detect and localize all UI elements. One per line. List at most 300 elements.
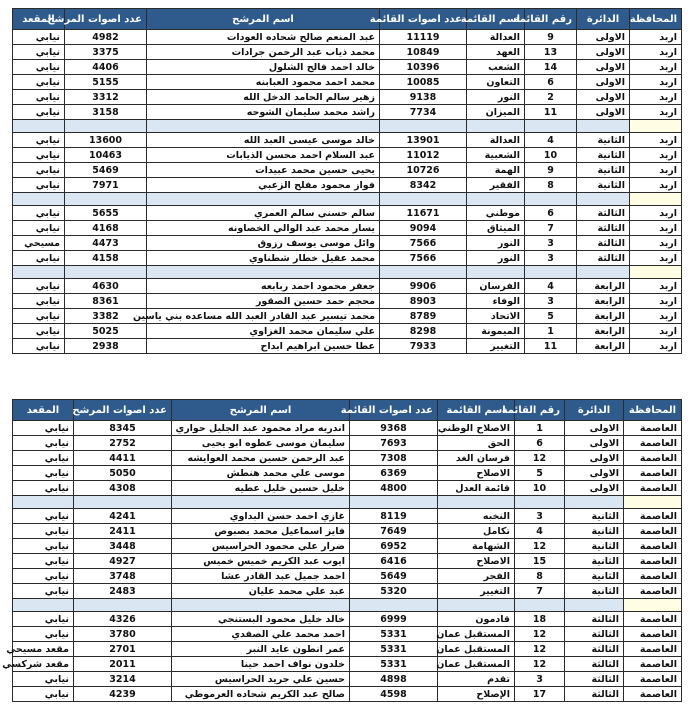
table-row: [13, 687, 682, 702]
table-row: [13, 279, 682, 294]
table-cell: 2752: [74, 436, 172, 451]
separator-cell: [13, 599, 74, 612]
table-cell: 2938: [65, 339, 147, 354]
table-cell: 14: [525, 60, 577, 75]
separator-row: [13, 599, 682, 612]
table-cell: نيابي: [13, 687, 74, 702]
separator-cell: [577, 193, 630, 206]
table-row: [13, 148, 682, 163]
table-cell: 7: [525, 221, 577, 236]
table-cell: صالح عبد الكريم شحاده العرموطي: [172, 687, 350, 702]
table-cell: اربد: [630, 90, 682, 105]
table-cell: مسيحي: [13, 236, 65, 251]
table-cell: 2411: [74, 524, 172, 539]
separator-cell: [147, 120, 380, 133]
table-cell: 6369: [350, 466, 438, 481]
table-cell: المستقبل عمان: [438, 642, 515, 657]
table-row: [13, 75, 682, 90]
table-cell: يحيى حسين محمد عبيدات: [147, 163, 380, 178]
table-cell: 3: [525, 251, 577, 266]
column-header: المقعد: [13, 400, 74, 421]
table-cell: 4982: [65, 30, 147, 45]
table-row: [13, 509, 682, 524]
table-cell: الاولى: [565, 451, 624, 466]
table-cell: 9: [525, 163, 577, 178]
table-cell: نيابي: [13, 221, 65, 236]
table-cell: 10: [515, 481, 565, 496]
table-cell: الاولى: [565, 421, 624, 436]
table-header: [13, 400, 682, 421]
table-cell: الاولى: [577, 45, 630, 60]
table-cell: اربد: [630, 309, 682, 324]
table-cell: نيابي: [13, 30, 65, 45]
table-cell: العاصمة: [624, 657, 682, 672]
table-cell: مقعد مسيحي: [13, 642, 74, 657]
table-cell: راشد محمد سليمان الشوحه: [147, 105, 380, 120]
table-cell: العدالة: [467, 133, 525, 148]
table-row: [13, 206, 682, 221]
table-cell: 5655: [65, 206, 147, 221]
table-cell: 4: [515, 524, 565, 539]
table-cell: نيابي: [13, 539, 74, 554]
separator-cell: [624, 496, 682, 509]
table-cell: زهير سالم الحامد الدخل الله: [147, 90, 380, 105]
table-cell: نيابي: [13, 133, 65, 148]
separator-cell: [515, 496, 565, 509]
table-cell: الثانية: [577, 148, 630, 163]
table-cell: نيابي: [13, 524, 74, 539]
table-cell: 7933: [380, 339, 467, 354]
separator-cell: [565, 599, 624, 612]
table-cell: 9138: [380, 90, 467, 105]
table-cell: التغيير: [438, 584, 515, 599]
table-cell: 7566: [380, 236, 467, 251]
table-row: [13, 30, 682, 45]
table-cell: اربد: [630, 75, 682, 90]
table-cell: 10: [525, 148, 577, 163]
separator-cell: [467, 266, 525, 279]
table-cell: الرابعة: [577, 339, 630, 354]
column-header: اسم القائمة: [467, 9, 525, 30]
column-header: اسم المرشح: [172, 400, 350, 421]
table-cell: النور: [467, 236, 525, 251]
separator-cell: [147, 266, 380, 279]
table-cell: 4158: [65, 251, 147, 266]
table-cell: نيابي: [13, 163, 65, 178]
table-cell: ايوب عبد الكريم خميس خميس: [172, 554, 350, 569]
table-cell: الثالثة: [565, 657, 624, 672]
table-cell: اربد: [630, 30, 682, 45]
table-cell: خليل حسين خليل عطيه: [172, 481, 350, 496]
column-header: اسم القائمة: [438, 400, 515, 421]
table-cell: محمد عقيل خطار شطناوي: [147, 251, 380, 266]
table-cell: 3375: [65, 45, 147, 60]
separator-cell: [380, 120, 467, 133]
table-cell: الاولى: [577, 105, 630, 120]
separator-cell: [13, 266, 65, 279]
table-row: [13, 324, 682, 339]
table-cell: 4308: [74, 481, 172, 496]
table-cell: 15: [515, 554, 565, 569]
column-header: المحافظة: [624, 400, 682, 421]
separator-cell: [65, 120, 147, 133]
table-cell: الشهامة: [438, 539, 515, 554]
table-cell: علي سليمان محمد الغزاوي: [147, 324, 380, 339]
table-cell: الاولى: [565, 481, 624, 496]
table-cell: الاولى: [577, 75, 630, 90]
table-cell: عطا حسين ابراهيم ابداح: [147, 339, 380, 354]
table-row: [13, 105, 682, 120]
table-cell: الرابعة: [577, 309, 630, 324]
table-cell: سليمان موسى عطوه ابو يحيى: [172, 436, 350, 451]
table-cell: 8298: [380, 324, 467, 339]
capital-results-table: [2, 399, 682, 702]
table-cell: 7734: [380, 105, 467, 120]
table-cell: 5320: [350, 584, 438, 599]
table-cell: 4473: [65, 236, 147, 251]
table-cell: 7971: [65, 178, 147, 193]
table-cell: نيابي: [13, 294, 65, 309]
table-cell: 13901: [380, 133, 467, 148]
table-cell: 6999: [350, 612, 438, 627]
table-cell: 5050: [74, 466, 172, 481]
table-cell: 4241: [74, 509, 172, 524]
table-cell: الثالثة: [565, 672, 624, 687]
table-cell: الفجر: [438, 569, 515, 584]
table-cell: 4406: [65, 60, 147, 75]
table-cell: الشعب: [467, 60, 525, 75]
table-cell: الثالثة: [577, 251, 630, 266]
table-cell: 7693: [350, 436, 438, 451]
table-cell: 10396: [380, 60, 467, 75]
table-cell: العاصمة: [624, 642, 682, 657]
table-cell: قادمون: [438, 612, 515, 627]
table-row: [13, 612, 682, 627]
table-cell: العاصمة: [624, 466, 682, 481]
table-cell: نيابي: [13, 481, 74, 496]
table-cell: 4411: [74, 451, 172, 466]
table-cell: اربد: [630, 178, 682, 193]
table-cell: اربد: [630, 279, 682, 294]
table-cell: خالد خليل محمود البستنجي: [172, 612, 350, 627]
table-cell: فايز اسماعيل محمد بصبوص: [172, 524, 350, 539]
table-cell: 3382: [65, 309, 147, 324]
table-cell: 6: [515, 436, 565, 451]
table-cell: العاصمة: [624, 436, 682, 451]
table-row: [13, 554, 682, 569]
separator-cell: [380, 193, 467, 206]
table-cell: الميثاق: [467, 221, 525, 236]
separator-cell: [380, 266, 467, 279]
table-cell: نيابي: [13, 45, 65, 60]
table-cell: محمد تيسير عبد القادر العبد الله مساعده بني ياسين: [147, 309, 380, 324]
table-cell: 10463: [65, 148, 147, 163]
table-cell: موسى علي محمد هنطش: [172, 466, 350, 481]
table-cell: 2483: [74, 584, 172, 599]
table-cell: العاصمة: [624, 509, 682, 524]
table-cell: احمد محمد علي الصفدي: [172, 627, 350, 642]
table-cell: الثانية: [565, 554, 624, 569]
table-row: [13, 672, 682, 687]
table-cell: الاولى: [577, 30, 630, 45]
separator-cell: [630, 120, 682, 133]
separator-cell: [13, 193, 65, 206]
table-cell: العدالة: [467, 30, 525, 45]
table-cell: قائمة العدل: [438, 481, 515, 496]
table-cell: خالد احمد فالح الشلول: [147, 60, 380, 75]
table-cell: الفقير: [467, 178, 525, 193]
separator-cell: [630, 266, 682, 279]
table-cell: الثانية: [565, 509, 624, 524]
table-cell: 11671: [380, 206, 467, 221]
column-header: عدد اصوات القائمة: [380, 9, 467, 30]
table-cell: محجم حمد حسين الصقور: [147, 294, 380, 309]
separator-cell: [525, 120, 577, 133]
table-cell: 4239: [74, 687, 172, 702]
column-header: الدائرة: [577, 9, 630, 30]
separator-cell: [13, 120, 65, 133]
table-cell: العاصمة: [624, 687, 682, 702]
table-cell: 7566: [380, 251, 467, 266]
table-cell: نيابي: [13, 509, 74, 524]
table-cell: نيابي: [13, 569, 74, 584]
table-cell: 5469: [65, 163, 147, 178]
table-cell: جعفر محمود احمد ربابعه: [147, 279, 380, 294]
table-cell: عبد المنعم صالح شحاده العودات: [147, 30, 380, 45]
table-cell: الثالثة: [577, 206, 630, 221]
table-cell: نيابي: [13, 279, 65, 294]
table-cell: العاصمة: [624, 524, 682, 539]
table-cell: محمد احمد محمود العبابنه: [147, 75, 380, 90]
table-cell: 5025: [65, 324, 147, 339]
table-cell: العاصمة: [624, 481, 682, 496]
table-cell: العاصمة: [624, 612, 682, 627]
table-cell: نيابي: [13, 421, 74, 436]
table-cell: 5155: [65, 75, 147, 90]
table-cell: 4898: [350, 672, 438, 687]
table-cell: 10726: [380, 163, 467, 178]
separator-cell: [577, 120, 630, 133]
separator-cell: [630, 193, 682, 206]
table-cell: 8903: [380, 294, 467, 309]
table-cell: الثانية: [577, 178, 630, 193]
table-cell: 1: [525, 324, 577, 339]
table-cell: 8345: [74, 421, 172, 436]
table-cell: اربد: [630, 339, 682, 354]
column-header: اسم المرشح: [147, 9, 380, 30]
table-cell: 9906: [380, 279, 467, 294]
table-row: [13, 236, 682, 251]
table-cell: اندريه مراد محمود عبد الجليل حواري: [172, 421, 350, 436]
table-cell: 17: [515, 687, 565, 702]
table-cell: وائل موسى يوسف رزوق: [147, 236, 380, 251]
table-cell: 5: [525, 309, 577, 324]
column-header: رقم القائمة: [515, 400, 565, 421]
table-cell: التعاون: [467, 75, 525, 90]
separator-cell: [147, 193, 380, 206]
table-cell: نيابي: [13, 672, 74, 687]
table-row: [13, 309, 682, 324]
table-row: [13, 466, 682, 481]
table-cell: الميزان: [467, 105, 525, 120]
column-header: المقعد: [13, 9, 65, 30]
table-cell: احمد جميل عبد القادر عشا: [172, 569, 350, 584]
table-cell: اربد: [630, 163, 682, 178]
table-cell: 3: [515, 672, 565, 687]
table-cell: مقعد شركسي: [13, 657, 74, 672]
table-cell: اربد: [630, 60, 682, 75]
table-cell: 4630: [65, 279, 147, 294]
table-cell: اربد: [630, 45, 682, 60]
table-row: [13, 339, 682, 354]
column-header: عدد اصوات القائمة: [350, 400, 438, 421]
table-cell: الحق: [438, 436, 515, 451]
separator-cell: [525, 193, 577, 206]
table-cell: 10085: [380, 75, 467, 90]
table-cell: نيابي: [13, 206, 65, 221]
table-cell: الاصلاح: [438, 466, 515, 481]
table-cell: 8342: [380, 178, 467, 193]
table-cell: 4800: [350, 481, 438, 496]
table-cell: العاصمة: [624, 569, 682, 584]
table-cell: اربد: [630, 294, 682, 309]
table-cell: ضرار علي محمود الحراسيس: [172, 539, 350, 554]
table-cell: اربد: [630, 133, 682, 148]
table-cell: اربد: [630, 206, 682, 221]
table-cell: الرابعة: [577, 324, 630, 339]
separator-cell: [565, 496, 624, 509]
table-cell: 9094: [380, 221, 467, 236]
table-row: [13, 436, 682, 451]
table-cell: العاصمة: [624, 672, 682, 687]
separator-cell: [65, 266, 147, 279]
table-row: [13, 451, 682, 466]
table-cell: 6: [525, 206, 577, 221]
table-row: [13, 294, 682, 309]
table-cell: اربد: [630, 105, 682, 120]
table-row: [13, 133, 682, 148]
table-cell: الهمة: [467, 163, 525, 178]
separator-cell: [74, 599, 172, 612]
table-row: [13, 642, 682, 657]
table-cell: 2701: [74, 642, 172, 657]
separator-row: [13, 120, 682, 133]
table-cell: 3: [525, 236, 577, 251]
table-cell: 12: [515, 657, 565, 672]
table-cell: الرابعة: [577, 294, 630, 309]
table-cell: نيابي: [13, 451, 74, 466]
table-cell: الشعبية: [467, 148, 525, 163]
table-cell: العاصمة: [624, 584, 682, 599]
table-cell: 3214: [74, 672, 172, 687]
table-cell: الاصلاح: [438, 554, 515, 569]
table-cell: الثالثة: [577, 236, 630, 251]
table-row: [13, 90, 682, 105]
table-cell: 4: [525, 133, 577, 148]
table-cell: 9: [525, 30, 577, 45]
table-cell: الاتحاد: [467, 309, 525, 324]
table-cell: نيابي: [13, 436, 74, 451]
table-cell: 5: [515, 466, 565, 481]
table-cell: 6416: [350, 554, 438, 569]
separator-cell: [467, 193, 525, 206]
table-cell: 13600: [65, 133, 147, 148]
table-cell: 2011: [74, 657, 172, 672]
table-cell: نيابي: [13, 612, 74, 627]
table-cell: الاولى: [577, 60, 630, 75]
separator-cell: [350, 496, 438, 509]
table-cell: 7: [515, 584, 565, 599]
table-cell: الثانية: [565, 524, 624, 539]
table-cell: الاصلاح الوطني: [438, 421, 515, 436]
table-row: [13, 178, 682, 193]
table-cell: نيابي: [13, 178, 65, 193]
table-cell: الثالثة: [565, 627, 624, 642]
table-cell: العاصمة: [624, 627, 682, 642]
table-cell: 13: [525, 45, 577, 60]
separator-cell: [74, 496, 172, 509]
table-cell: 11119: [380, 30, 467, 45]
table-cell: نيابي: [13, 324, 65, 339]
table-cell: 2: [525, 90, 577, 105]
table-cell: 4326: [74, 612, 172, 627]
table-cell: 4: [525, 279, 577, 294]
table-cell: نيابي: [13, 309, 65, 324]
table-cell: 12: [515, 642, 565, 657]
table-cell: 1: [515, 421, 565, 436]
table-cell: اربد: [630, 236, 682, 251]
table-cell: الرابعة: [577, 279, 630, 294]
separator-cell: [65, 193, 147, 206]
table-cell: الاولى: [577, 90, 630, 105]
table-cell: نيابي: [13, 75, 65, 90]
table-cell: 3: [515, 509, 565, 524]
table-cell: 11: [525, 105, 577, 120]
column-header: رقم القائمة: [525, 9, 577, 30]
table-cell: 6952: [350, 539, 438, 554]
table-cell: 8361: [65, 294, 147, 309]
table-cell: نيابي: [13, 251, 65, 266]
table-cell: الثانية: [577, 163, 630, 178]
table-cell: العاصمة: [624, 421, 682, 436]
table-cell: الثانية: [577, 133, 630, 148]
table-cell: 11012: [380, 148, 467, 163]
table-cell: الإصلاح: [438, 687, 515, 702]
table-cell: النور: [467, 90, 525, 105]
table-cell: نيابي: [13, 148, 65, 163]
table-cell: 5331: [350, 657, 438, 672]
table-cell: فواز محمود مفلح الزعبي: [147, 178, 380, 193]
table-cell: 5331: [350, 642, 438, 657]
table-cell: عمر انطون عايد النبر: [172, 642, 350, 657]
separator-cell: [515, 599, 565, 612]
table-cell: الثانية: [565, 569, 624, 584]
separator-row: [13, 266, 682, 279]
table-cell: تكامل: [438, 524, 515, 539]
table-cell: الاولى: [565, 436, 624, 451]
table-cell: الثالثة: [565, 687, 624, 702]
table-cell: 10849: [380, 45, 467, 60]
table-cell: محمد ذياب عبد الرحمن جرادات: [147, 45, 380, 60]
table-cell: النور: [467, 251, 525, 266]
table-cell: 12: [515, 451, 565, 466]
table-cell: النخبه: [438, 509, 515, 524]
separator-cell: [438, 599, 515, 612]
table-cell: 18: [515, 612, 565, 627]
table-cell: نيابي: [13, 90, 65, 105]
table-cell: الميمونة: [467, 324, 525, 339]
separator-cell: [467, 120, 525, 133]
